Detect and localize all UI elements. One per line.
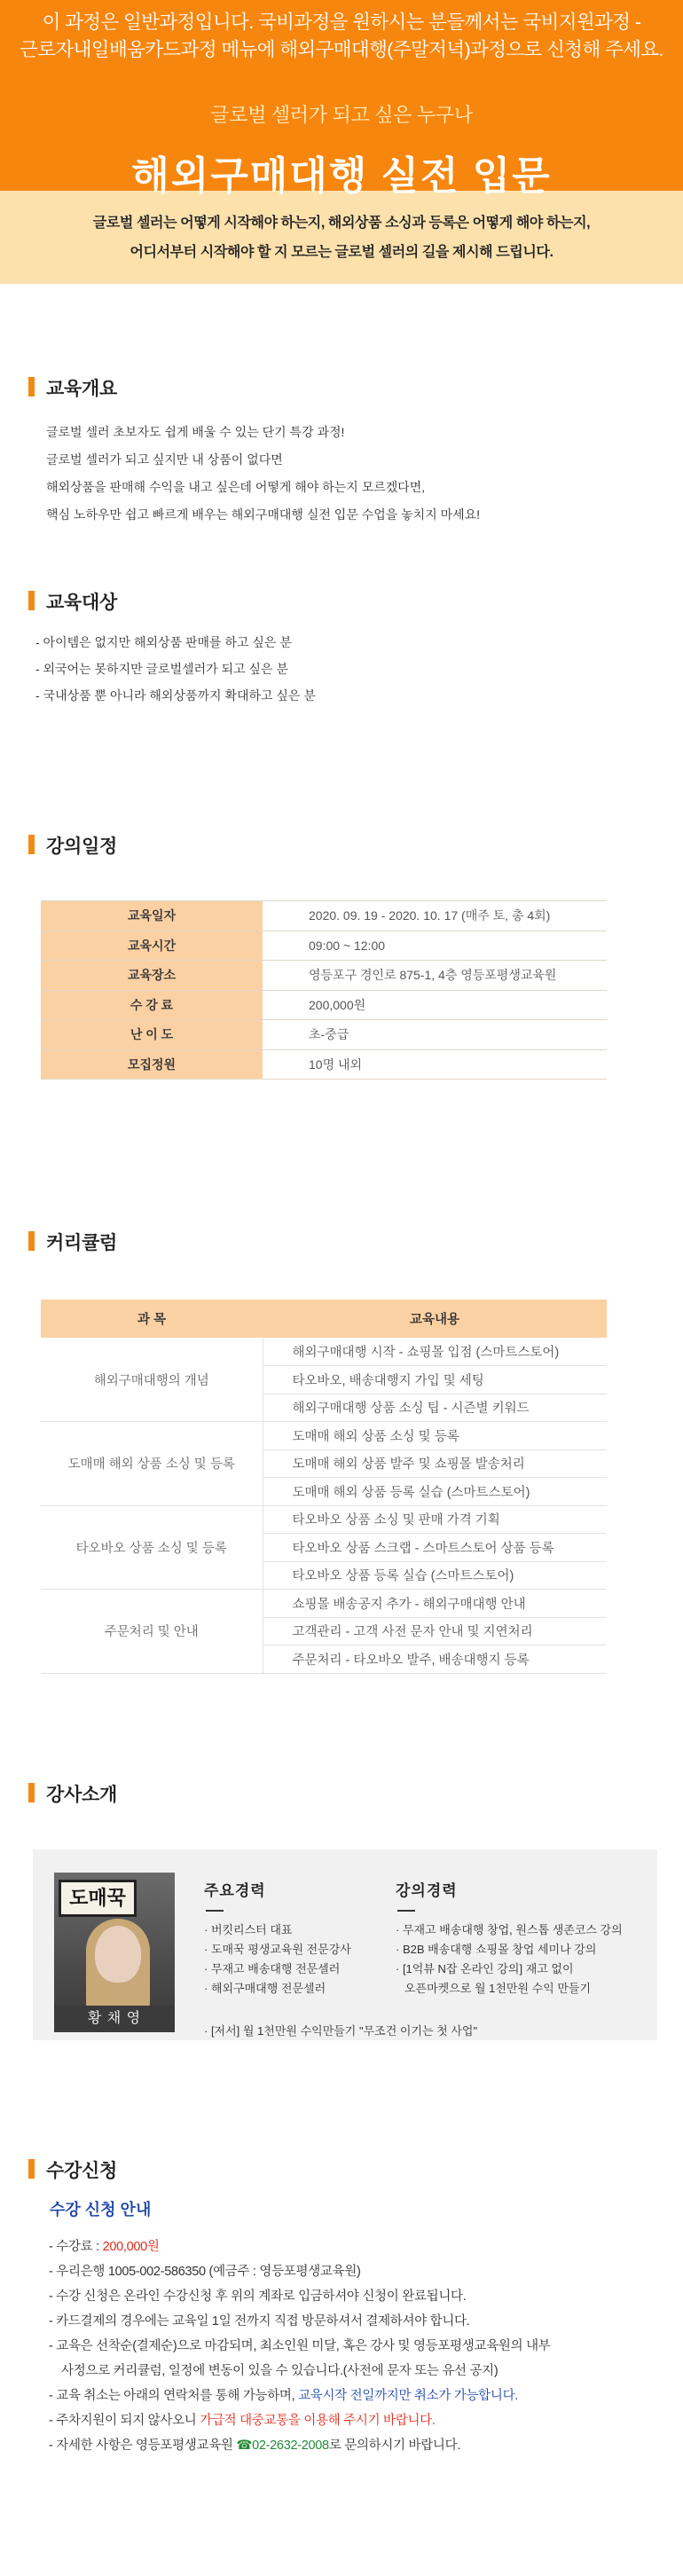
heading-bar [28,1783,35,1802]
row-key: 교육일자 [41,901,263,931]
table-row [41,1505,607,1534]
heading-bar [28,1231,35,1251]
table-row [41,1049,607,1080]
apply-list [49,2234,551,2458]
phone-number: ☎02-2632-2008 [236,2439,329,2453]
highlight-text: 교육시작 전일까지만 취소가 가능합니다. [298,2389,519,2403]
heading-bar [28,591,35,610]
career-item: · 무재고 배송대행 창업, 원스톱 생존코스 강의 [396,1923,623,1936]
overview-text [46,419,480,529]
table-row [41,931,607,961]
fee-label: - 수강료 : [49,2240,103,2254]
content-cell: 타오바오, 배송대행지 가입 및 세팅 [263,1366,607,1394]
career-title: 강의경력 [396,1882,458,1899]
target-list [35,629,316,709]
table-row [41,1338,607,1366]
list-item: - 수강 신청은 온라인 수강신청 후 위의 계좌로 입금하셔야 신청이 완료됩니다. [49,2289,467,2304]
content-cell: 고객관리 - 고객 사전 문자 안내 및 지연처리 [263,1617,607,1645]
instructor-card [33,1850,657,2040]
store-sign [59,1880,137,1917]
career-item: · 도매꾹 평생교육원 전문강사 [204,1943,351,1956]
section-heading [28,2156,117,2183]
text-part: - 교육 취소는 아래의 연락처를 통해 가능하며, [49,2389,299,2403]
notice-line: 근로자내일배움카드과정 메뉴에 해외구매대행(주말저녁)과정으로 신청해 주세요. [20,39,663,60]
section-heading [28,832,117,859]
row-value: 09:00 ~ 12:00 [263,931,607,961]
hero-banner [0,0,683,198]
curriculum-section [0,1220,683,1779]
list-item: - 아이템은 없지만 해외상품 판매를 하고 싶은 분 [35,635,292,649]
photo-face [95,1926,141,1983]
career-title: 주요경력 [204,1882,266,1899]
heading-text: 수강신청 [46,2161,117,2181]
schedule-table [41,900,607,1080]
list-item [49,2234,551,2259]
row-value: 영등포구 경인로 875-1, 4층 영등포평생교육원 [263,961,607,991]
instructor-name: 황 채 영 [54,2006,175,2032]
content-cell: 쇼핑몰 배송공지 추가 - 해외구매대행 안내 [263,1590,607,1618]
heading-bar [28,377,35,397]
list-item [49,2408,551,2433]
text-part: 로 문의하시기 바랍니다. [328,2439,461,2453]
notice-line: 이 과정은 일반과정입니다. 국비과정을 원하시는 분들께서는 국비지원과정 - [42,12,641,33]
content-cell: 도매매 해외 상품 발주 및 쇼핑몰 발송처리 [263,1449,607,1478]
lecture-career [396,1878,623,1999]
list-item: - 우리은행 1005-002-586350 (예금주 : 영등포평생교육원) [49,2265,361,2279]
subject-cell: 해외구매대행의 개념 [41,1338,263,1422]
table-row [41,961,607,991]
major-career [204,1878,351,1999]
row-value: 2020. 09. 19 - 2020. 10. 17 (매주 토, 총 4회) [263,901,607,931]
list-item [49,2433,551,2458]
column-header: 과 목 [41,1300,263,1338]
content-cell: 도매매 해외 상품 소싱 및 등록 [263,1422,607,1450]
subject-cell: 주문처리 및 안내 [41,1590,263,1674]
highlight-text: 가급적 대중교통을 이용해 주시기 바랍니다. [200,2414,436,2428]
book-line: · [저서] 월 1천만원 수익만들기 "무조건 이기는 첫 사업" [204,2024,478,2038]
fee-value: 200,000원 [102,2240,160,2254]
section-heading [28,1229,117,1255]
text-part: - 주차지원이 되지 않사오니 [49,2414,200,2428]
career-item: · 해외구매대행 전문셀러 [204,1982,326,1995]
overview-line: 글로벌 셀러 초보자도 쉽게 배울 수 있는 단기 특강 과정! [46,425,345,439]
section-heading [28,374,117,401]
schedule-section [0,825,683,1220]
content-cell: 주문처리 - 타오바오 발주, 배송대행지 등록 [263,1645,607,1674]
section-heading [28,1780,117,1807]
content-cell: 타오바오 상품 스크랩 - 스마트스토어 상품 등록 [263,1534,607,1562]
subject-cell: 도매매 해외 상품 소싱 및 등록 [41,1422,263,1506]
hero-subtitle: 글로벌 셀러가 되고 싶은 누구나 [210,104,473,126]
general-course-notice [0,0,683,64]
heading-text: 강의일정 [46,836,117,857]
row-key: 수 강 료 [41,990,263,1020]
table-row [41,1020,607,1050]
overview-line: 해외상품을 판매해 수익을 내고 싶은데 어떻게 해야 하는지 모르겠다면, [46,480,426,494]
career-item: · [1억뷰 N잡 온라인 강의] 재고 없이 [396,1962,574,1975]
intro-line: 어디서부터 시작해야 할 지 모르는 글로벌 셀러의 길을 제시해 드립니다. [130,245,553,260]
heading-text: 커리큘럼 [46,1233,117,1253]
row-value: 10명 내외 [263,1049,607,1080]
title-underline [397,1910,415,1912]
list-item: - 카드결제의 경우에는 교육일 1일 전까지 직접 방문하셔서 결제하셔야 합니다. [49,2314,470,2329]
instructor-photo [54,1873,175,2032]
content-cell: 타오바오 상품 등록 실습 (스마트스토어) [263,1561,607,1590]
overview-section [0,284,683,825]
subject-cell: 타오바오 상품 소싱 및 등록 [41,1505,263,1590]
career-item: · 버킷리스터 대표 [204,1923,293,1936]
row-key: 교육장소 [41,961,263,991]
title-underline [206,1910,224,1912]
intro-band [0,191,683,284]
career-item: · B2B 배송대행 쇼핑몰 창업 세미나 강의 [396,1943,597,1956]
row-key: 난 이 도 [41,1020,263,1050]
table-row [41,990,607,1020]
section-heading [28,588,117,615]
row-value: 200,000원 [263,990,607,1020]
career-item: 오픈마켓으로 월 1천만원 수익 만들기 [404,1982,592,1995]
row-value: 초-중급 [263,1020,607,1050]
list-item: - 국내상품 뿐 아니라 해외상품까지 확대하고 싶은 분 [35,688,316,703]
table-row [41,1590,607,1618]
content-cell: 해외구매대행 상품 소싱 팁 - 시즌별 키워드 [263,1394,607,1422]
heading-text: 강사소개 [46,1785,117,1805]
heading-bar [28,2159,35,2179]
curriculum-table [41,1300,607,1674]
content-cell: 해외구매대행 시작 - 쇼핑몰 입점 (스마트스토어) [263,1338,607,1366]
table-row [41,901,607,931]
column-header: 교육내용 [263,1300,607,1338]
list-item: - 외국어는 못하지만 글로벌셀러가 되고 싶은 분 [35,662,288,676]
heading-bar [28,835,35,854]
overview-line: 글로벌 셀러가 되고 싶지만 내 상품이 없다면 [46,452,283,467]
table-header-row [41,1300,607,1338]
heading-text: 교육개요 [46,379,117,399]
row-key: 모집정원 [41,1049,263,1080]
apply-subheading: 수강 신청 안내 [50,2201,152,2219]
overview-line: 핵심 노하우만 쉽고 빠르게 배우는 해외구매대행 실전 입문 수업을 놓치지 마세요! [46,507,481,522]
row-key: 교육시간 [41,931,263,961]
content-cell: 타오바오 상품 소싱 및 판매 가격 기획 [263,1505,607,1534]
list-item [49,2384,551,2408]
list-item: 사정으로 커리큘럼, 일정에 변동이 있을 수 있습니다.(사전에 문자 또는 유선 공지) [61,2364,499,2378]
content-cell: 도매매 해외 상품 등록 실습 (스마트스토어) [263,1478,607,1506]
text-part: - 자세한 사항은 영등포평생교육원 [49,2439,237,2453]
instructor-section [0,1779,683,2155]
intro-line: 글로벌 셀러는 어떻게 시작해야 하는지, 해외상품 소싱과 등록은 어떻게 해야 하는지, [92,216,591,231]
hero-title: 해외구매대행 실전 입문 [131,154,552,198]
career-item: · 무재고 배송대행 전문셀러 [204,1962,341,1975]
list-item: - 교육은 선착순(결제순)으로 마감되며, 최소인원 미달, 혹은 강사 및 영등포평생교육원의 내부 [49,2339,551,2353]
sign-text: 도매꾹 [69,1887,126,1909]
heading-text: 교육대상 [46,593,117,613]
apply-section [0,2155,683,2502]
table-row [41,1422,607,1450]
